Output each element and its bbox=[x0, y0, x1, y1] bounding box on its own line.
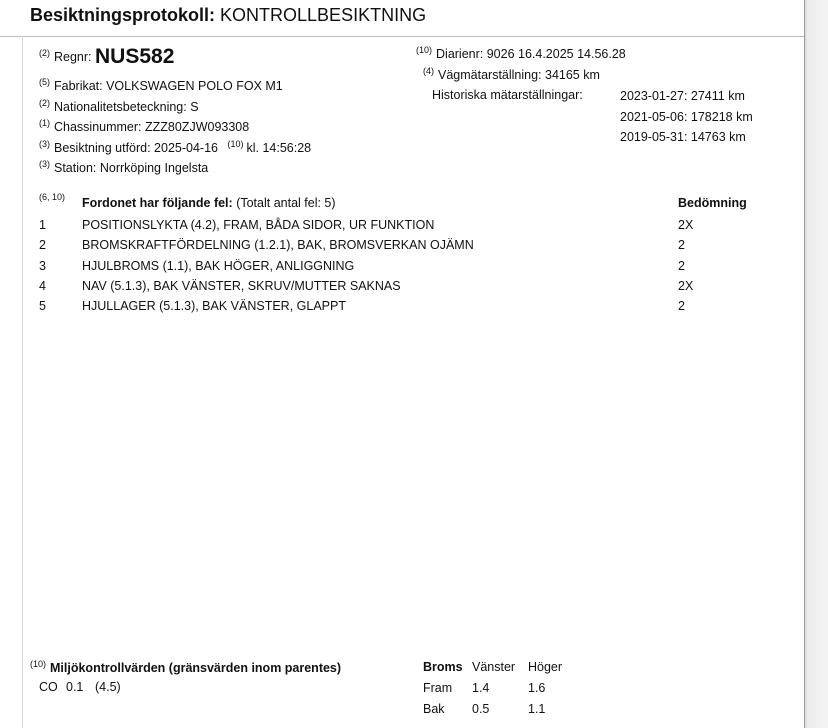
environment-heading: Miljökontrollvärden (gränsvärden inom parentes) bbox=[50, 661, 342, 675]
defect-grade: 2 bbox=[678, 299, 685, 313]
viewer-margin bbox=[805, 0, 828, 728]
fabrikat-text: Fabrikat: VOLKSWAGEN POLO FOX M1 bbox=[54, 79, 283, 93]
defect-grade: 2X bbox=[678, 279, 694, 293]
environment-heading-line bbox=[30, 659, 341, 675]
defect-number: 4 bbox=[39, 279, 46, 293]
besiktning-text: Besiktning utförd: 2025-04-16 bbox=[54, 141, 218, 155]
defect-grade: 2X bbox=[678, 218, 694, 232]
brakes-row-label: Bak bbox=[423, 702, 445, 716]
historiska-label: Historiska mätarställningar: bbox=[432, 88, 583, 102]
defect-description: HJULBROMS (1.1), BAK HÖGER, ANLIGGNING bbox=[82, 259, 355, 273]
defect-description: POSITIONSLYKTA (4.2), FRAM, BÅDA SIDOR, UR FUNKTION bbox=[82, 218, 435, 232]
defect-number: 3 bbox=[39, 259, 46, 273]
vagmatare-line bbox=[423, 66, 600, 82]
brakes-col-right: Höger bbox=[528, 660, 563, 674]
defect-description: BROMSKRAFTFÖRDELNING (1.2.1), BAK, BROMSVERKAN OJÄMN bbox=[82, 238, 474, 252]
title-label: Besiktningsprotokoll: bbox=[30, 5, 216, 25]
fabrikat-ref: (5) bbox=[39, 77, 50, 87]
defect-number: 1 bbox=[39, 218, 46, 232]
nationalitet-ref: (2) bbox=[39, 98, 50, 108]
grade-header: Bedömning bbox=[678, 196, 747, 210]
defect-number: 2 bbox=[39, 238, 46, 252]
brakes-col-left: Vänster bbox=[472, 660, 516, 674]
diarienr-line bbox=[416, 45, 626, 61]
chassi-ref: (1) bbox=[39, 118, 50, 128]
besiktning-time-ref: (10) bbox=[227, 139, 244, 149]
nationalitet-line bbox=[39, 98, 199, 114]
besiktning-time: kl. 14:56:28 bbox=[246, 141, 312, 155]
station-line bbox=[39, 159, 208, 175]
station-text: Station: Norrköping Ingelsta bbox=[54, 161, 209, 175]
defects-count: (Totalt antal fel: 5) bbox=[236, 196, 336, 210]
regnr-label: Regnr: bbox=[54, 50, 92, 64]
defect-number: 5 bbox=[39, 299, 46, 313]
regnr-value: NUS582 bbox=[95, 45, 175, 68]
co-limit: (4.5) bbox=[95, 680, 121, 694]
page-left-edge bbox=[22, 36, 23, 728]
fabrikat-line bbox=[39, 77, 283, 93]
regnr-line bbox=[39, 45, 174, 69]
brakes-row-label: Fram bbox=[423, 681, 453, 695]
diarienr-ref: (10) bbox=[416, 45, 433, 55]
defect-grade: 2 bbox=[678, 259, 685, 273]
vagmatare-ref: (4) bbox=[423, 66, 434, 76]
chassi-line bbox=[39, 118, 249, 134]
besiktning-ref: (3) bbox=[39, 139, 50, 149]
brakes-right-value: 1.1 bbox=[528, 702, 546, 716]
brakes-left-value: 1.4 bbox=[472, 681, 490, 695]
station-ref: (3) bbox=[39, 159, 50, 169]
vagmatare-text: Vägmätarställning: 34165 km bbox=[438, 68, 600, 82]
brakes-left-value: 0.5 bbox=[472, 702, 490, 716]
page-top-edge bbox=[0, 36, 805, 37]
historiska-reading-3: 2019-05-31: 14763 km bbox=[620, 130, 746, 144]
co-value: 0.1 bbox=[66, 680, 84, 694]
defect-description: NAV (5.1.3), BAK VÄNSTER, SKRUV/MUTTER SAKNAS bbox=[82, 279, 401, 293]
defects-ref: (6, 10) bbox=[39, 192, 66, 202]
environment-ref: (10) bbox=[30, 659, 47, 669]
defect-grade: 2 bbox=[678, 238, 685, 252]
title-value: KONTROLLBESIKTNING bbox=[220, 5, 427, 25]
nationalitet-text: Nationalitetsbeteckning: S bbox=[54, 100, 199, 114]
brakes-right-value: 1.6 bbox=[528, 681, 546, 695]
brakes-header: Broms bbox=[423, 660, 463, 674]
defects-heading bbox=[82, 196, 336, 210]
historiska-reading-1: 2023-01-27: 27411 km bbox=[620, 89, 745, 103]
defects-heading-label: Fordonet har följande fel: bbox=[82, 196, 233, 210]
defect-description: HJULLAGER (5.1.3), BAK VÄNSTER, GLAPPT bbox=[82, 299, 346, 313]
co-label: CO bbox=[39, 680, 58, 694]
diarienr-text: Diarienr: 9026 16.4.2025 14.56.28 bbox=[436, 47, 626, 61]
chassi-text: Chassinummer: ZZZ80ZJW093308 bbox=[54, 120, 250, 134]
historiska-reading-2: 2021-05-06: 178218 km bbox=[620, 110, 753, 124]
page-title bbox=[30, 5, 426, 26]
regnr-ref: (2) bbox=[39, 48, 50, 58]
besiktning-line bbox=[39, 139, 311, 155]
